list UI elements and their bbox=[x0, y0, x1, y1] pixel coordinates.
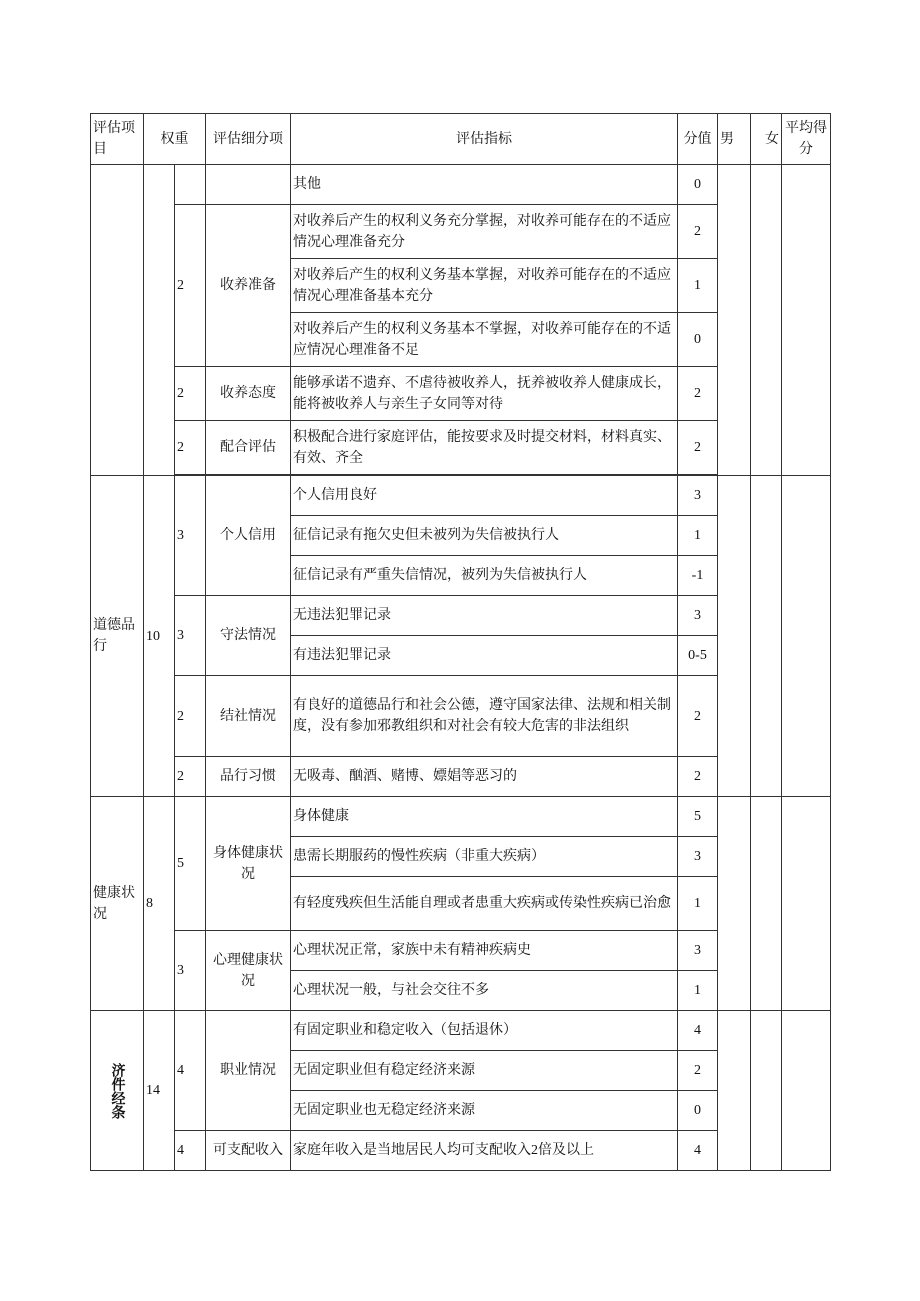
male-cell[interactable] bbox=[718, 797, 751, 1011]
sub-item: 个人信用 bbox=[206, 476, 291, 596]
sub-weight: 5 bbox=[175, 797, 206, 931]
sub-weight: 4 bbox=[175, 1131, 206, 1171]
header-male: 男 bbox=[718, 114, 751, 165]
score: 1 bbox=[678, 516, 718, 556]
header-sub: 评估细分项 bbox=[206, 114, 291, 165]
category-econ-text: 济件经条 bbox=[109, 1062, 126, 1119]
sub-item: 品行习惯 bbox=[206, 757, 291, 797]
score: 3 bbox=[678, 476, 718, 516]
sub-weight bbox=[175, 165, 206, 205]
header-weight: 权重 bbox=[144, 114, 206, 165]
indicator: 患需长期服药的慢性疾病（非重大疾病） bbox=[291, 837, 678, 877]
sub-item bbox=[206, 165, 291, 205]
score: 5 bbox=[678, 797, 718, 837]
header-score: 分值 bbox=[678, 114, 718, 165]
table-row bbox=[91, 1011, 831, 1051]
sub-weight: 2 bbox=[175, 367, 206, 421]
score: 4 bbox=[678, 1131, 718, 1171]
indicator: 心理状况一般，与社会交往不多 bbox=[291, 971, 678, 1011]
indicator: 身体健康 bbox=[291, 797, 678, 837]
score: 2 bbox=[678, 757, 718, 797]
avg-cell[interactable] bbox=[782, 1011, 831, 1171]
score: 1 bbox=[678, 259, 718, 313]
sub-item: 结社情况 bbox=[206, 676, 291, 757]
indicator: 积极配合进行家庭评估，能按要求及时提交材料，材料真实、有效、齐全 bbox=[291, 421, 678, 475]
header-avg: 平均得分 bbox=[782, 114, 831, 165]
sub-weight: 3 bbox=[175, 596, 206, 676]
sub-weight: 2 bbox=[175, 757, 206, 797]
indicator: 有轻度残疾但生活能自理或者患重大疾病或传染性疾病已治愈 bbox=[291, 877, 678, 931]
sub-item: 收养态度 bbox=[206, 367, 291, 421]
category-weight bbox=[144, 165, 175, 476]
male-cell[interactable] bbox=[718, 1011, 751, 1171]
score: 2 bbox=[678, 367, 718, 421]
table-row bbox=[91, 797, 831, 837]
sub-item: 心理健康状况 bbox=[206, 931, 291, 1011]
indicator: 其他 bbox=[291, 165, 678, 205]
score: -1 bbox=[678, 556, 718, 596]
indicator: 个人信用良好 bbox=[291, 476, 678, 516]
avg-cell[interactable] bbox=[782, 476, 831, 797]
table-row bbox=[91, 165, 831, 205]
indicator: 能够承诺不遗弃、不虐待被收养人，抚养被收养人健康成长，能将被收养人与亲生子女同等对待 bbox=[291, 367, 678, 421]
sub-weight: 2 bbox=[175, 421, 206, 475]
indicator: 对收养后产生的权利义务基本不掌握，对收养可能存在的不适应情况心理准备不足 bbox=[291, 313, 678, 367]
score: 3 bbox=[678, 596, 718, 636]
category-weight: 14 bbox=[144, 1011, 175, 1171]
sub-weight: 3 bbox=[175, 931, 206, 1011]
score: 2 bbox=[678, 205, 718, 259]
category-weight: 10 bbox=[144, 476, 175, 797]
category-econ bbox=[91, 1011, 144, 1171]
indicator: 有固定职业和稳定收入（包括退休） bbox=[291, 1011, 678, 1051]
indicator: 有良好的道德品行和社会公德，遵守国家法律、法规和相关制度，没有参加邪教组织和对社会有较大危害的非法组织 bbox=[291, 676, 678, 757]
header-female: 女 bbox=[751, 114, 782, 165]
category-cell bbox=[91, 165, 144, 476]
female-cell[interactable] bbox=[751, 797, 782, 1011]
sub-weight: 2 bbox=[175, 676, 206, 757]
female-cell[interactable] bbox=[751, 1011, 782, 1171]
score: 1 bbox=[678, 971, 718, 1011]
indicator: 无固定职业但有稳定经济来源 bbox=[291, 1051, 678, 1091]
header-item: 评估项目 bbox=[91, 114, 144, 165]
header-row bbox=[91, 114, 831, 165]
avg-cell[interactable] bbox=[782, 165, 831, 476]
indicator: 征信记录有拖欠史但未被列为失信被执行人 bbox=[291, 516, 678, 556]
score: 2 bbox=[678, 421, 718, 475]
header-indicator: 评估指标 bbox=[291, 114, 678, 165]
male-cell[interactable] bbox=[718, 476, 751, 797]
sub-item: 职业情况 bbox=[206, 1011, 291, 1131]
score: 0 bbox=[678, 165, 718, 205]
indicator: 家庭年收入是当地居民人均可支配收入2倍及以上 bbox=[291, 1131, 678, 1171]
score: 1 bbox=[678, 877, 718, 931]
indicator: 对收养后产生的权利义务基本掌握，对收养可能存在的不适应情况心理准备基本充分 bbox=[291, 259, 678, 313]
indicator: 有违法犯罪记录 bbox=[291, 636, 678, 676]
indicator: 对收养后产生的权利义务充分掌握，对收养可能存在的不适应情况心理准备充分 bbox=[291, 205, 678, 259]
avg-cell[interactable] bbox=[782, 797, 831, 1011]
sub-weight: 4 bbox=[175, 1011, 206, 1131]
sub-weight: 3 bbox=[175, 476, 206, 596]
indicator: 无固定职业也无稳定经济来源 bbox=[291, 1091, 678, 1131]
category-health: 健康状况 bbox=[91, 797, 144, 1011]
score: 0 bbox=[678, 1091, 718, 1131]
sub-weight: 2 bbox=[175, 205, 206, 367]
indicator: 无吸毒、酗酒、赌博、嫖娼等恶习的 bbox=[291, 757, 678, 797]
category-moral: 道德品行 bbox=[91, 476, 144, 797]
score: 3 bbox=[678, 931, 718, 971]
score: 3 bbox=[678, 837, 718, 877]
female-cell[interactable] bbox=[751, 476, 782, 797]
indicator: 无违法犯罪记录 bbox=[291, 596, 678, 636]
sub-item: 身体健康状况 bbox=[206, 797, 291, 931]
score: 4 bbox=[678, 1011, 718, 1051]
sub-item: 可支配收入 bbox=[206, 1131, 291, 1171]
category-weight: 8 bbox=[144, 797, 175, 1011]
score: 0-5 bbox=[678, 636, 718, 676]
score: 0 bbox=[678, 313, 718, 367]
male-cell[interactable] bbox=[718, 165, 751, 476]
indicator: 征信记录有严重失信情况，被列为失信被执行人 bbox=[291, 556, 678, 596]
evaluation-table bbox=[90, 113, 831, 1171]
score: 2 bbox=[678, 676, 718, 757]
sub-item: 配合评估 bbox=[206, 421, 291, 475]
sub-item: 收养准备 bbox=[206, 205, 291, 367]
score: 2 bbox=[678, 1051, 718, 1091]
table-row bbox=[91, 476, 831, 516]
indicator: 心理状况正常，家族中未有精神疾病史 bbox=[291, 931, 678, 971]
female-cell[interactable] bbox=[751, 165, 782, 476]
sub-item: 守法情况 bbox=[206, 596, 291, 676]
